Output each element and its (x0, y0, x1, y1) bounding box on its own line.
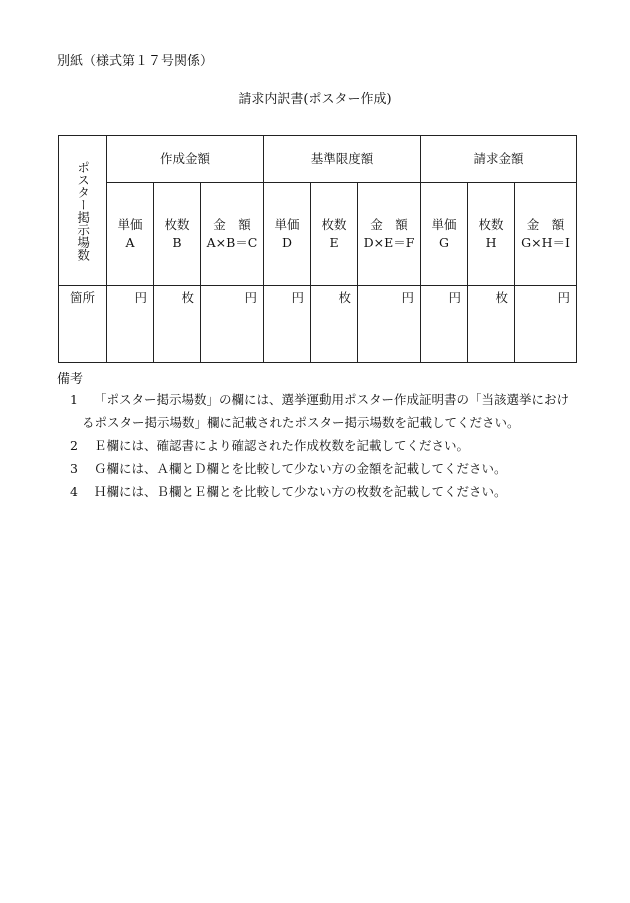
sub-header-label: 金 額 (213, 216, 251, 232)
sub-header-label: 枚数 (478, 216, 504, 232)
sub-header-label: 枚数 (164, 216, 190, 232)
group-header-claim-amount: 請求金額 (421, 136, 577, 183)
input-cell-unit-price-g[interactable]: 円 (421, 286, 468, 363)
sub-header-label: 金 額 (526, 216, 565, 232)
input-cell-unit-price-d[interactable]: 円 (264, 286, 311, 363)
input-cell-count-b[interactable]: 枚 (154, 286, 201, 363)
remarks-title: 備考 (57, 372, 84, 387)
remark-number: 4 (70, 484, 78, 499)
group-header-standard-limit: 基準限度額 (264, 136, 421, 183)
sub-header-label: 金 額 (370, 216, 408, 232)
group-header-production-amount: 作成金額 (107, 136, 264, 183)
sub-header-code: G (439, 235, 450, 250)
form-reference: 別紙（様式第１７号関係） (57, 54, 214, 69)
input-cell-unit-price-a[interactable]: 円 (107, 286, 154, 363)
sub-header-unit-price-g (421, 183, 468, 286)
sub-header-code: D (282, 235, 293, 250)
sub-header-label: 単価 (431, 216, 457, 232)
sub-header-count-b (154, 183, 201, 286)
remark-number: 2 (70, 438, 78, 453)
sub-header-amount-c (201, 183, 264, 286)
remark-text: 「ポスター掲示場数」の欄には、選挙運動用ポスター作成証明書の「当該選挙におけるポスター掲示場数」欄に記載されたポスター掲示場数を記載してください。 (82, 392, 570, 430)
sub-header-code: D×E＝F (363, 235, 415, 250)
sub-header-count-h (468, 183, 515, 286)
input-cell-amount-i[interactable]: 円 (515, 286, 577, 363)
sub-header-code: B (172, 235, 182, 250)
remark-number: 3 (70, 461, 78, 476)
sub-header-amount-i (515, 183, 577, 286)
sub-header-unit-price-a (107, 183, 154, 286)
remark-number: 1 (70, 392, 78, 407)
remark-text: Ｈ欄には、Ｂ欄とＥ欄とを比較して少ない方の枚数を記載してください。 (94, 484, 507, 499)
sub-header-code: A (125, 235, 135, 250)
claim-breakdown-table (58, 135, 577, 363)
sub-header-label: 単価 (117, 216, 143, 232)
document-title: 請求内訳書(ポスター作成) (238, 92, 392, 107)
row-label-locations: 箇所 (59, 286, 107, 363)
remark-text: Ｇ欄には、Ａ欄とＤ欄とを比較して少ない方の金額を記載してください。 (94, 461, 507, 476)
remark-item (58, 434, 580, 457)
sub-header-code: H (485, 235, 497, 250)
input-cell-amount-f[interactable]: 円 (358, 286, 421, 363)
sub-header-code: G×H＝I (521, 235, 570, 250)
sub-header-label: 枚数 (321, 216, 347, 232)
poster-site-count-header: ポスター掲示場数 (59, 136, 107, 286)
remark-text: Ｅ欄には、確認書により確認された作成枚数を記載してください。 (94, 438, 470, 453)
input-cell-amount-c[interactable]: 円 (201, 286, 264, 363)
sub-header-amount-f (358, 183, 421, 286)
remark-item (58, 480, 580, 503)
remark-item (58, 388, 580, 434)
sub-header-code: A×B＝C (206, 235, 258, 250)
sub-header-count-e (311, 183, 358, 286)
input-cell-count-e[interactable]: 枚 (311, 286, 358, 363)
sub-header-label: 単価 (274, 216, 300, 232)
sub-header-unit-price-d (264, 183, 311, 286)
input-cell-count-h[interactable]: 枚 (468, 286, 515, 363)
sub-header-code: E (329, 235, 339, 250)
remarks-list (58, 388, 580, 503)
remark-item (58, 457, 580, 480)
